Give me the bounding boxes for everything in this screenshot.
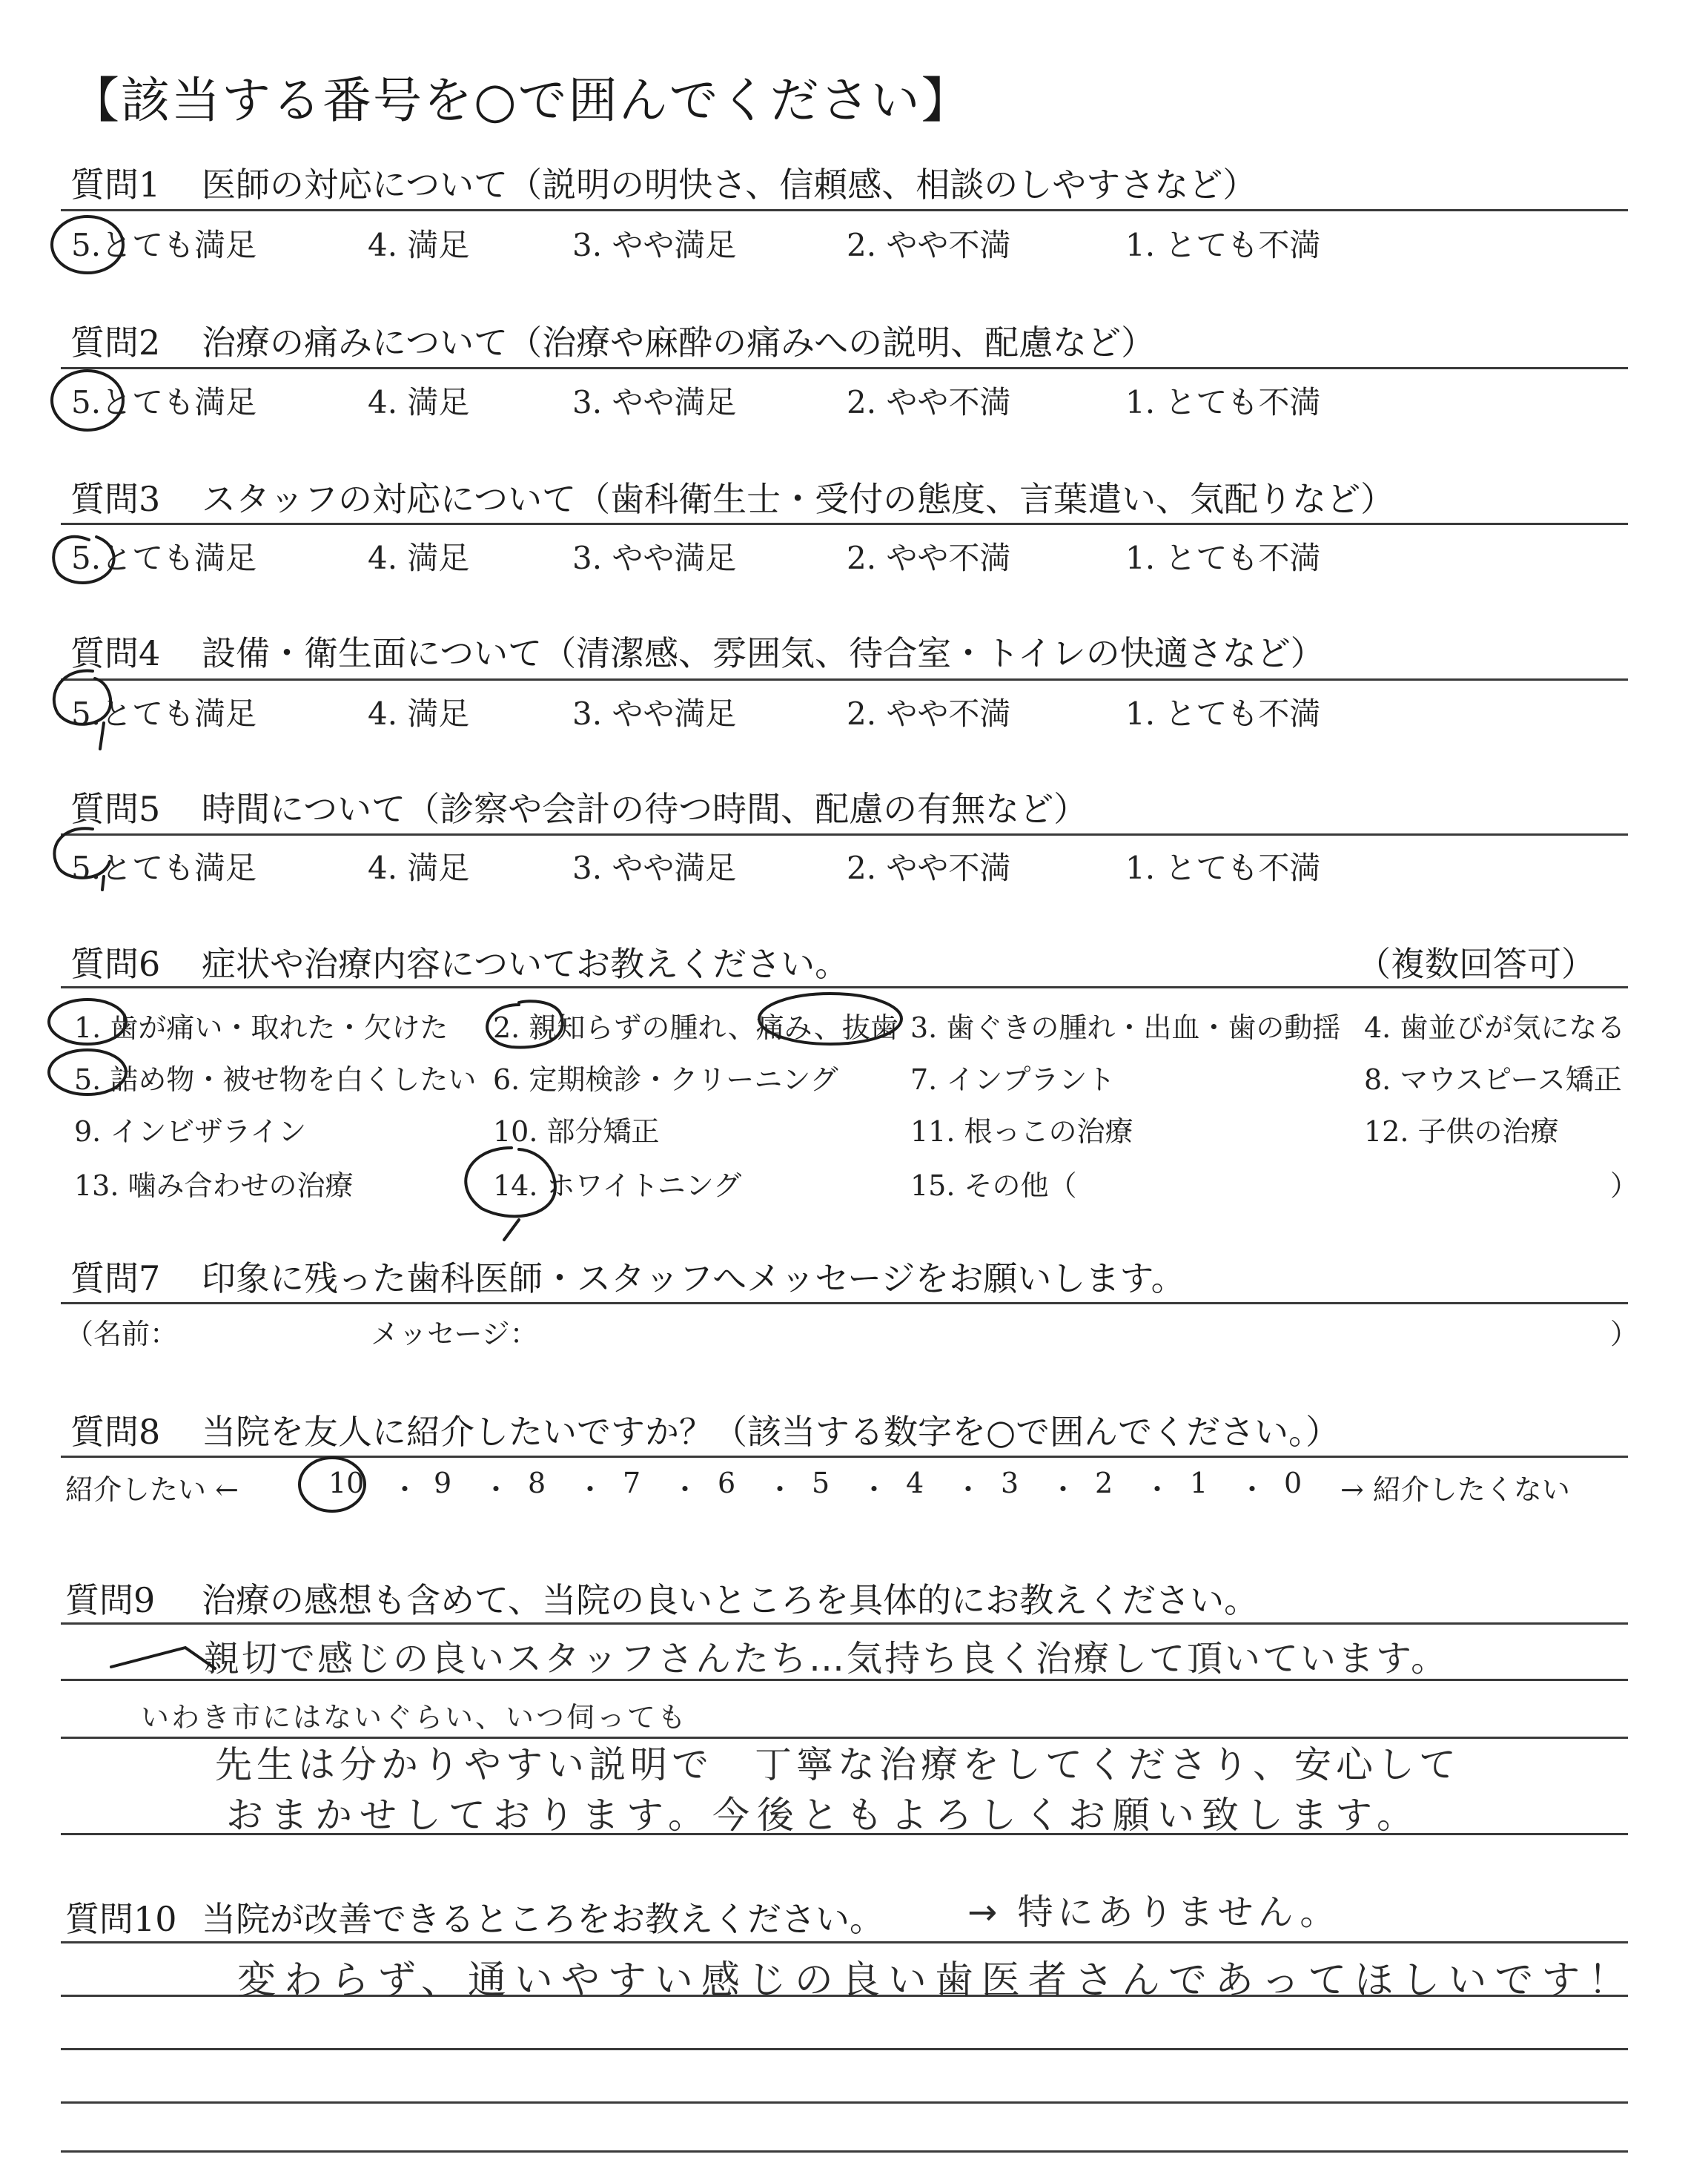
q2-text: 治療の痛みについて（治療や麻酔の痛みへの説明、配慮など） (202, 323, 1156, 363)
q2-rule (61, 367, 1628, 369)
q9-text: 治療の感想も含めて、当院の良いところを具体的にお教えください。 (202, 1580, 1259, 1620)
insertion-caret-mark (111, 1648, 215, 1668)
q8-scale-0[interactable]: 0 (1284, 1467, 1302, 1499)
q1-rule (61, 209, 1628, 211)
q1-text: 医師の対応について（説明の明快さ、信頼感、相談のしやすさなど） (202, 165, 1257, 205)
q1-option-3[interactable]: 3. やや満足 (572, 227, 737, 263)
q4-option-4[interactable]: 4. 満足 (368, 696, 470, 732)
q8-text: 当院を友人に紹介したいですか？（該当する数字を○で囲んでください。） (202, 1412, 1340, 1452)
q6-option-4[interactable]: 4. 歯並びが気になる (1364, 1011, 1626, 1044)
q3-option-5[interactable]: 5.とても満足 (71, 540, 257, 576)
q6-option-7[interactable]: 7. インプラント (910, 1063, 1116, 1096)
q6-option-3[interactable]: 3. 歯ぐきの腫れ・出血・歯の動揺 (910, 1011, 1341, 1044)
q6-option-2[interactable]: 2. 親知らずの腫れ、痛み、抜歯 (493, 1011, 898, 1044)
q1-option-2[interactable]: 2. やや不満 (847, 227, 1011, 263)
q6-option-12[interactable]: 12. 子供の治療 (1364, 1115, 1559, 1148)
q4-option-3[interactable]: 3. やや満足 (572, 696, 737, 732)
q2-option-2[interactable]: 2. やや不満 (847, 384, 1011, 420)
q5-text: 時間について（診察や会計の待つ時間、配慮の有無など） (202, 789, 1088, 829)
q10-text: 当院が改善できるところをお教えください。 (202, 1899, 884, 1939)
q7-close: ） (1610, 1318, 1639, 1350)
q10-label: 質問10 (65, 1899, 177, 1939)
q6-text: 症状や治療内容についてお教えください。 (202, 944, 850, 984)
q6-option-6[interactable]: 6. 定期検診・クリーニング (493, 1063, 838, 1096)
q4-option-1[interactable]: 1. とても不満 (1125, 696, 1321, 732)
q1-option-1[interactable]: 1. とても不満 (1125, 227, 1321, 263)
q10-rule-4 (61, 2101, 1628, 2104)
q4-label: 質問4 (70, 633, 161, 673)
q6-option-13[interactable]: 13. 噛み合わせの治療 (74, 1169, 354, 1202)
q1-option-5[interactable]: 5.とても満足 (71, 227, 257, 263)
q4-option-2[interactable]: 2. やや不満 (847, 696, 1011, 732)
q1-option-4[interactable]: 4. 満足 (368, 227, 470, 263)
q10-handwritten-inline: → 特にありません。 (967, 1892, 1340, 1933)
q7-text: 印象に残った歯科医師・スタッフへメッセージをお願いします。 (202, 1258, 1185, 1298)
q10-handwritten-line-1: 変わらず、通いやすい感じの良い歯医者さんであってほしいです！ (237, 1958, 1635, 2003)
q2-option-5[interactable]: 5.とても満足 (71, 384, 257, 420)
q2-label: 質問2 (70, 323, 161, 363)
q7-label: 質問7 (70, 1258, 161, 1298)
q6-note: （複数回答可） (1357, 944, 1595, 984)
q5-option-3[interactable]: 3. やや満足 (572, 850, 737, 886)
q8-right-label: → 紹介したくない (1340, 1473, 1570, 1506)
q4-option-5[interactable]: 5.とても満足 (71, 696, 257, 732)
q2-option-4[interactable]: 4. 満足 (368, 384, 470, 420)
q5-option-2[interactable]: 2. やや不満 (847, 850, 1011, 886)
q9-rule-1 (61, 1622, 1628, 1625)
q6-option-9[interactable]: 9. インビザライン (74, 1115, 307, 1148)
q3-option-2[interactable]: 2. やや不満 (847, 540, 1011, 576)
q10-rule-3 (61, 2048, 1628, 2050)
q8-rule (61, 1456, 1628, 1458)
q6-option-8[interactable]: 8. マウスピース矯正 (1364, 1063, 1622, 1096)
q8-dot: ・ (1049, 1473, 1078, 1506)
q3-label: 質問3 (70, 479, 161, 519)
q9-label: 質問9 (65, 1580, 156, 1620)
page-title: 【該当する番号を○で囲んでください】 (70, 72, 972, 129)
q8-scale-9[interactable]: 9 (434, 1467, 452, 1499)
q4-rule (61, 678, 1628, 681)
q6-option-15-close: ） (1610, 1169, 1639, 1202)
q8-dot: ・ (576, 1473, 605, 1506)
q6-option-5[interactable]: 5. 詰め物・被せ物を白くしたい (74, 1063, 477, 1096)
q8-scale-7[interactable]: 7 (623, 1467, 641, 1499)
q4-text: 設備・衛生面について（清潔感、雰囲気、待合室・トイレの快適さなど） (202, 633, 1325, 673)
q9-handwritten-line-4: おまかせしております。今後ともよろしくお願い致します。 (226, 1794, 1421, 1837)
q5-rule (61, 833, 1628, 836)
q8-dot: ・ (671, 1473, 700, 1506)
q6-label: 質問6 (70, 944, 161, 984)
q7-message-label[interactable]: メッセージ： (371, 1318, 538, 1350)
q6-option-1[interactable]: 1. 歯が痛い・取れた・欠けた (74, 1011, 448, 1044)
q8-dot: ・ (766, 1473, 795, 1506)
q8-left-label: 紹介したい ← (65, 1473, 239, 1506)
q2-option-1[interactable]: 1. とても不満 (1125, 384, 1321, 420)
q6-option-15[interactable]: 15. その他（ (910, 1169, 1077, 1202)
q8-scale-1[interactable]: 1 (1190, 1467, 1208, 1499)
q3-text: スタッフの対応について（歯科衛生士・受付の態度、言葉遣い、気配りなど） (202, 479, 1395, 519)
q2-option-3[interactable]: 3. やや満足 (572, 384, 737, 420)
q8-label: 質問8 (70, 1412, 161, 1452)
q1-label: 質問1 (70, 165, 161, 205)
q3-option-4[interactable]: 4. 満足 (368, 540, 470, 576)
q8-scale-5[interactable]: 5 (812, 1467, 830, 1499)
q10-rule-5 (61, 2150, 1628, 2153)
q8-dot: ・ (391, 1473, 420, 1506)
q7-name-label[interactable]: （名前： (65, 1318, 179, 1350)
q6-option-10[interactable]: 10. 部分矯正 (493, 1115, 660, 1148)
q8-scale-6[interactable]: 6 (718, 1467, 736, 1499)
q3-option-1[interactable]: 1. とても不満 (1125, 540, 1321, 576)
q8-scale-4[interactable]: 4 (906, 1467, 924, 1499)
q8-dot: ・ (954, 1473, 983, 1506)
q5-option-1[interactable]: 1. とても不満 (1125, 850, 1321, 886)
q5-option-4[interactable]: 4. 満足 (368, 850, 470, 886)
q7-rule (61, 1302, 1628, 1304)
q9-handwritten-line-3: 先生は分かりやすい説明で 丁寧な治療をしてくださり、安心して (215, 1743, 1460, 1786)
q6-rule (61, 986, 1628, 988)
q8-dot: ・ (482, 1473, 511, 1506)
q8-dot: ・ (1143, 1473, 1172, 1506)
q8-dot: ・ (860, 1473, 889, 1506)
q9-handwritten-line-1: 親切で感じの良いスタッフさんたち…気持ち良く治療して頂いています。 (204, 1638, 1449, 1680)
q8-scale-8[interactable]: 8 (528, 1467, 546, 1499)
q8-scale-10[interactable]: 10 (328, 1467, 365, 1499)
q8-scale-2[interactable]: 2 (1095, 1467, 1113, 1499)
q3-option-3[interactable]: 3. やや満足 (572, 540, 737, 576)
q9-handwritten-line-2: いわき市にはないぐらい、いつ伺っても (141, 1701, 689, 1734)
q3-rule (61, 523, 1628, 525)
q6-option-11[interactable]: 11. 根っこの治療 (910, 1115, 1133, 1148)
q5-label: 質問5 (70, 789, 161, 829)
q8-scale-3[interactable]: 3 (1001, 1467, 1019, 1499)
q6-option-14[interactable]: 14. ホワイトニング (493, 1169, 742, 1202)
q10-rule-1 (61, 1941, 1628, 1943)
q5-option-5[interactable]: 5.とても満足 (71, 850, 257, 886)
q8-dot: ・ (1238, 1473, 1267, 1506)
